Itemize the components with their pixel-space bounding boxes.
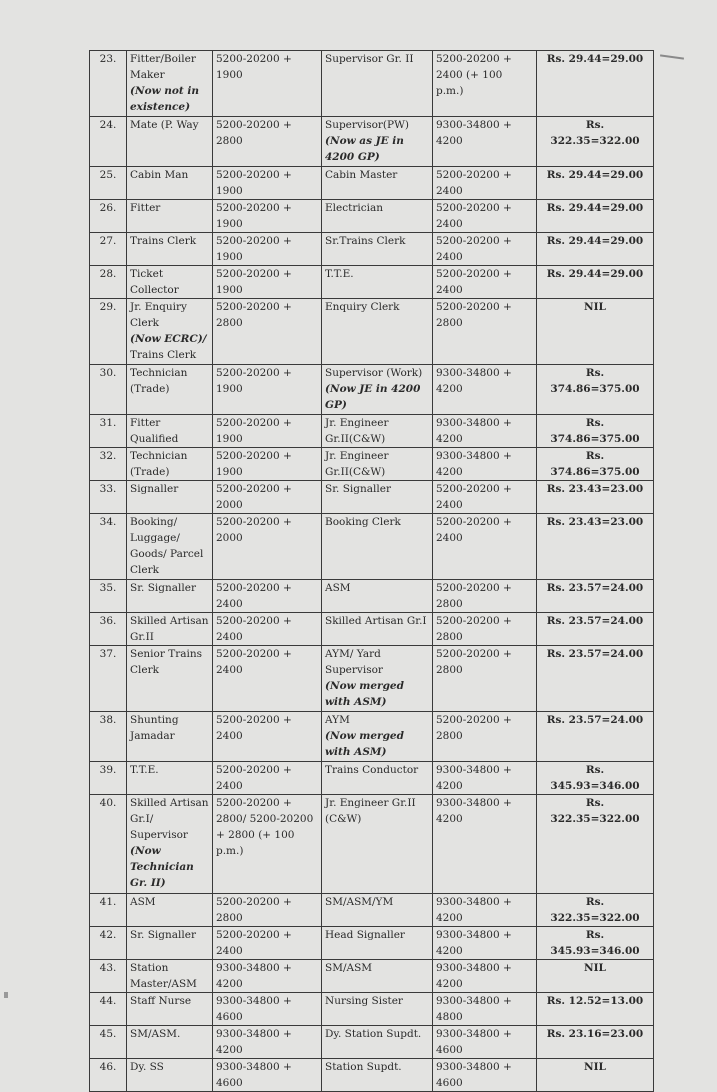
row-number: 41. (90, 894, 127, 927)
next-post-note: (Now as JE in 4200 GP) (325, 135, 404, 163)
next-post-cell: Sr. Signaller (322, 481, 433, 514)
table-row (90, 167, 654, 200)
post-cell: Trains Clerk (127, 233, 213, 266)
amount-cell: Rs. 374.86=375.00 (537, 448, 654, 481)
next-pay-cell: 5200-20200 + 2800 (433, 299, 537, 365)
table-row (90, 927, 654, 960)
next-pay-cell: 9300-34800 + 4200 (433, 365, 537, 415)
row-number: 40. (90, 795, 127, 894)
pay-cell: 5200-20200 + 2800 (213, 117, 322, 167)
row-number: 23. (90, 51, 127, 117)
next-pay-cell: 9300-34800 + 4600 (433, 1059, 537, 1092)
pay-cell: 9300-34800 + 4200 (213, 960, 322, 993)
row-number: 29. (90, 299, 127, 365)
post-cell (127, 117, 213, 167)
next-post-cell: Jr. Engineer Gr.II(C&W) (322, 448, 433, 481)
next-post-cell: Dy. Station Supdt. (322, 1026, 433, 1059)
amount-cell: Rs. 12.52=13.00 (537, 993, 654, 1026)
amount-cell: Rs. 29.44=29.00 (537, 51, 654, 117)
pay-cell: 9300-34800 + 4200 (213, 1026, 322, 1059)
next-pay-cell: 9300-34800 + 4200 (433, 960, 537, 993)
pay-cell: 5200-20200 + 1900 (213, 415, 322, 448)
amount-cell: NIL (537, 299, 654, 365)
next-post-cell: Booking Clerk (322, 514, 433, 580)
next-post-cell (322, 646, 433, 712)
amount-cell: Rs. 29.44=29.00 (537, 233, 654, 266)
next-pay-cell: 5200-20200 + 2400 (433, 481, 537, 514)
next-post-cell: Cabin Master (322, 167, 433, 200)
next-post-cell: SM/ASM/YM (322, 894, 433, 927)
row-number: 46. (90, 1059, 127, 1092)
table-row (90, 712, 654, 762)
next-pay-cell: 5200-20200 + 2400 (+ 100 p.m.) (433, 51, 537, 117)
next-pay-cell: 5200-20200 + 2400 (433, 233, 537, 266)
post-cell: Technician (Trade) (127, 365, 213, 415)
post-cell: Sr. Signaller (127, 580, 213, 613)
amount-cell: Rs. 345.93=346.00 (537, 927, 654, 960)
next-post-name: Supervisor(PW) (325, 119, 409, 131)
row-number: 30. (90, 365, 127, 415)
next-post-cell: Jr. Engineer Gr.II(C&W) (322, 415, 433, 448)
table-row (90, 415, 654, 448)
table-body (90, 51, 654, 1092)
row-number: 25. (90, 167, 127, 200)
row-number: 28. (90, 266, 127, 299)
row-number: 39. (90, 762, 127, 795)
next-pay-cell: 5200-20200 + 2400 (433, 514, 537, 580)
pay-fixation-table (89, 50, 654, 1092)
next-pay-cell: 5200-20200 + 2400 (433, 266, 537, 299)
next-post-cell: ASM (322, 580, 433, 613)
row-number: 35. (90, 580, 127, 613)
next-post-name: Supervisor (Work) (325, 367, 423, 379)
next-post-cell: Skilled Artisan Gr.I (322, 613, 433, 646)
row-number: 24. (90, 117, 127, 167)
scan-mark (4, 992, 8, 998)
pay-cell: 5200-20200 + 1900 (213, 233, 322, 266)
next-pay-cell: 9300-34800 + 4200 (433, 415, 537, 448)
amount-cell: Rs. 374.86=375.00 (537, 415, 654, 448)
post-note: (Now not in existence) (130, 85, 200, 113)
next-post-cell (322, 51, 433, 117)
next-post-note: (Now merged with ASM) (325, 730, 404, 758)
row-number: 34. (90, 514, 127, 580)
next-post-cell: Enquiry Clerk (322, 299, 433, 365)
next-post-cell: Electrician (322, 200, 433, 233)
next-post-name: AYM (325, 714, 350, 726)
row-number: 44. (90, 993, 127, 1026)
pay-cell: 5200-20200 + 1900 (213, 200, 322, 233)
table-row (90, 795, 654, 894)
amount-cell: Rs. 29.44=29.00 (537, 200, 654, 233)
amount-cell: Rs. 322.35=322.00 (537, 795, 654, 894)
next-post-cell: T.T.E. (322, 266, 433, 299)
pay-cell: 9300-34800 + 4600 (213, 993, 322, 1026)
amount-cell: Rs. 23.57=24.00 (537, 613, 654, 646)
pay-cell: 5200-20200 + 2000 (213, 514, 322, 580)
pay-cell: 5200-20200 + 2400 (213, 613, 322, 646)
table-row (90, 960, 654, 993)
pay-cell: 5200-20200 + 2400 (213, 927, 322, 960)
next-post-note: (Now merged with ASM) (325, 680, 404, 708)
post-cell: Fitter (127, 200, 213, 233)
table-row (90, 200, 654, 233)
amount-cell: Rs. 29.44=29.00 (537, 167, 654, 200)
pay-cell: 5200-20200 + 2800 (213, 894, 322, 927)
post-cell (127, 51, 213, 117)
next-post-cell (322, 117, 433, 167)
table-row (90, 613, 654, 646)
amount-cell: Rs. 23.57=24.00 (537, 646, 654, 712)
table-row (90, 299, 654, 365)
next-post-cell: Station Supdt. (322, 1059, 433, 1092)
row-number: 31. (90, 415, 127, 448)
amount-cell: Rs. 29.44=29.00 (537, 266, 654, 299)
next-pay-cell: 5200-20200 + 2800 (433, 712, 537, 762)
post-note: (Now ECRC)/ (130, 333, 207, 345)
post-cell: Senior Trains Clerk (127, 646, 213, 712)
next-post-cell: Trains Conductor (322, 762, 433, 795)
next-post-cell: Jr. Engineer Gr.II (C&W) (322, 795, 433, 894)
pay-cell: 5200-20200 + 2000 (213, 481, 322, 514)
table-row (90, 448, 654, 481)
row-number: 45. (90, 1026, 127, 1059)
amount-cell: Rs. 322.35=322.00 (537, 117, 654, 167)
row-number: 33. (90, 481, 127, 514)
pay-cell: 5200-20200 + 1900 (213, 365, 322, 415)
table-row (90, 117, 654, 167)
post-name: Skilled Artisan Gr.I/ Supervisor (130, 797, 209, 841)
table-row (90, 481, 654, 514)
next-pay-cell: 9300-34800 + 4200 (433, 795, 537, 894)
amount-cell: Rs. 23.43=23.00 (537, 514, 654, 580)
next-post-cell: Nursing Sister (322, 993, 433, 1026)
pay-cell: 5200-20200 + 1900 (213, 266, 322, 299)
row-number: 32. (90, 448, 127, 481)
post-name-suffix: Trains Clerk (130, 349, 197, 361)
next-pay-cell: 9300-34800 + 4800 (433, 993, 537, 1026)
post-note: (Now Technician Gr. II) (130, 845, 194, 889)
pay-cell: 5200-20200 + 2400 (213, 712, 322, 762)
pay-cell: 5200-20200 + 2400 (213, 580, 322, 613)
amount-cell: NIL (537, 960, 654, 993)
amount-cell: NIL (537, 1059, 654, 1092)
pay-cell: 5200-20200 + 2800/ 5200-20200 + 2800 (+ 100 p.m.) (213, 795, 322, 894)
table-row (90, 1059, 654, 1092)
next-post-cell: Head Signaller (322, 927, 433, 960)
scan-mark (660, 54, 684, 59)
next-post-name: Supervisor Gr. II (325, 53, 414, 65)
next-pay-cell: 9300-34800 + 4200 (433, 762, 537, 795)
row-number: 27. (90, 233, 127, 266)
next-pay-cell: 9300-34800 + 4200 (433, 117, 537, 167)
next-pay-cell: 5200-20200 + 2400 (433, 167, 537, 200)
post-cell: Ticket Collector (127, 266, 213, 299)
row-number: 26. (90, 200, 127, 233)
post-cell: Cabin Man (127, 167, 213, 200)
table-row (90, 993, 654, 1026)
next-pay-cell: 9300-34800 + 4200 (433, 894, 537, 927)
post-cell: Sr. Signaller (127, 927, 213, 960)
next-pay-cell: 5200-20200 + 2400 (433, 200, 537, 233)
next-pay-cell: 9300-34800 + 4200 (433, 448, 537, 481)
table-row (90, 894, 654, 927)
next-post-cell (322, 712, 433, 762)
post-cell: Staff Nurse (127, 993, 213, 1026)
row-number: 36. (90, 613, 127, 646)
pay-cell: 5200-20200 + 2400 (213, 762, 322, 795)
table-row (90, 646, 654, 712)
amount-cell: Rs. 23.16=23.00 (537, 1026, 654, 1059)
amount-cell: Rs. 322.35=322.00 (537, 894, 654, 927)
next-pay-cell: 9300-34800 + 4600 (433, 1026, 537, 1059)
table-row (90, 365, 654, 415)
table-row (90, 580, 654, 613)
next-post-cell: SM/ASM (322, 960, 433, 993)
post-name: Jr. Enquiry Clerk (130, 301, 187, 329)
next-post-note: (Now JE in 4200 GP) (325, 383, 421, 411)
post-name: Mate (P. Way (130, 119, 199, 131)
pay-cell: 5200-20200 + 1900 (213, 167, 322, 200)
post-cell: Signaller (127, 481, 213, 514)
post-cell (127, 795, 213, 894)
row-number: 43. (90, 960, 127, 993)
next-pay-cell: 9300-34800 + 4200 (433, 927, 537, 960)
table-row (90, 762, 654, 795)
amount-cell: Rs. 374.86=375.00 (537, 365, 654, 415)
pay-cell: 5200-20200 + 2400 (213, 646, 322, 712)
next-post-name: AYM/ Yard Supervisor (325, 648, 383, 676)
post-cell: Dy. SS (127, 1059, 213, 1092)
post-cell: Station Master/ASM (127, 960, 213, 993)
post-cell: SM/ASM. (127, 1026, 213, 1059)
amount-cell: Rs. 345.93=346.00 (537, 762, 654, 795)
post-cell: Skilled Artisan Gr.II (127, 613, 213, 646)
post-cell: Technician (Trade) (127, 448, 213, 481)
amount-cell: Rs. 23.57=24.00 (537, 580, 654, 613)
row-number: 38. (90, 712, 127, 762)
amount-cell: Rs. 23.57=24.00 (537, 712, 654, 762)
post-cell: Booking/ Luggage/ Goods/ Parcel Clerk (127, 514, 213, 580)
table-row (90, 514, 654, 580)
pay-cell: 9300-34800 + 4600 (213, 1059, 322, 1092)
post-cell (127, 299, 213, 365)
post-cell: ASM (127, 894, 213, 927)
post-name: Fitter/Boiler Maker (130, 53, 196, 81)
table-row (90, 1026, 654, 1059)
next-post-cell: Sr.Trains Clerk (322, 233, 433, 266)
pay-cell: 5200-20200 + 1900 (213, 448, 322, 481)
pay-cell: 5200-20200 + 2800 (213, 299, 322, 365)
post-cell: Shunting Jamadar (127, 712, 213, 762)
next-pay-cell: 5200-20200 + 2800 (433, 580, 537, 613)
table-row (90, 233, 654, 266)
next-pay-cell: 5200-20200 + 2800 (433, 646, 537, 712)
row-number: 37. (90, 646, 127, 712)
post-cell: T.T.E. (127, 762, 213, 795)
post-cell: Fitter Qualified (127, 415, 213, 448)
table-row (90, 51, 654, 117)
next-pay-cell: 5200-20200 + 2800 (433, 613, 537, 646)
next-post-cell (322, 365, 433, 415)
row-number: 42. (90, 927, 127, 960)
table-row (90, 266, 654, 299)
pay-cell: 5200-20200 + 1900 (213, 51, 322, 117)
amount-cell: Rs. 23.43=23.00 (537, 481, 654, 514)
